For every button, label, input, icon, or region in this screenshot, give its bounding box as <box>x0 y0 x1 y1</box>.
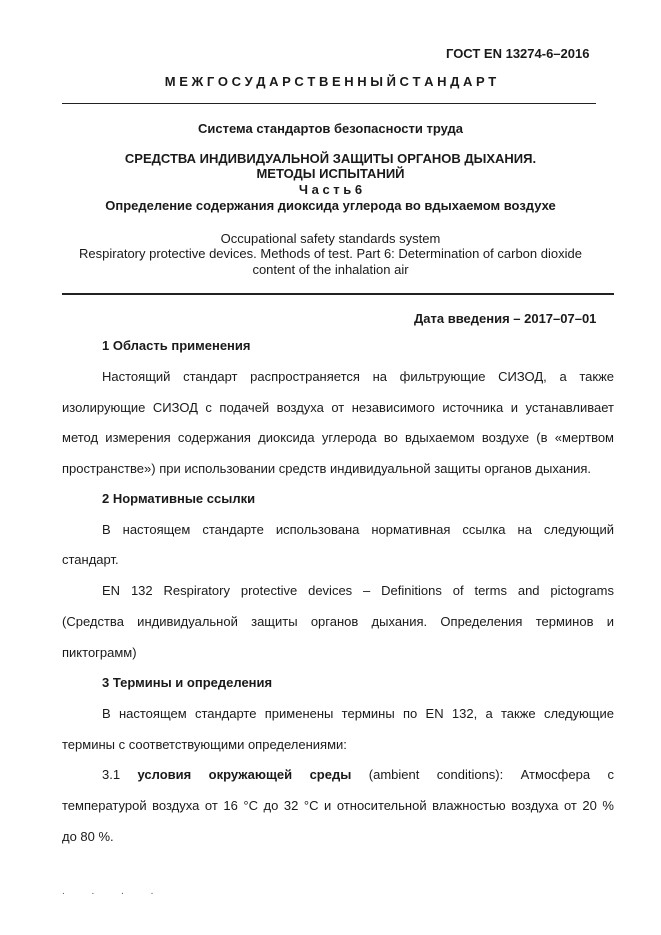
subtitle: Определение содержания диоксида углерода во вдыхаемом воздухе <box>105 198 556 213</box>
part-label: Ч а с т ь 6 <box>298 182 363 197</box>
system-title: Система стандартов безопасности труда <box>198 121 463 136</box>
english-title-line-1: Occupational safety standards system <box>220 231 441 246</box>
definition-text: (ambient conditions): Атмосфера с <box>368 767 614 782</box>
top-rule <box>62 103 596 104</box>
section-2-p1-line-1: В настоящем стандарте использована нормативная ссылка на следующий <box>102 522 614 537</box>
english-title-line-2: Respiratory protective devices. Methods of test. Part 6: Determination of carbon dioxide <box>79 246 582 261</box>
section-1-p1-line-1: Настоящий стандарт распространяется на фильтрующие СИЗОД, а также <box>102 369 614 384</box>
section-2-p1-line-2: стандарт. <box>62 552 119 567</box>
definition-3-1-line-1 <box>102 767 614 782</box>
introduction-date: Дата введения – 2017–07–01 <box>414 311 597 326</box>
main-title-line-2: МЕТОДЫ ИСПЫТАНИЙ <box>256 166 405 181</box>
title-bottom-rule <box>62 293 614 295</box>
section-1-p1-line-2: изолирующие СИЗОД с подачей воздуха от независимого источника и устанавливает <box>62 400 614 415</box>
footer-marks: . . . . <box>62 886 166 897</box>
section-1-heading: 1 Область применения <box>102 338 251 353</box>
standard-code: ГОСТ EN 13274-6–2016 <box>446 46 590 61</box>
section-1-p1-line-3: метод измерения содержания диоксида углерода во вдыхаемом воздухе (в «мертвом <box>62 430 614 445</box>
section-1-p1-line-4: пространстве») при использовании средств индивидуальной защиты органов дыхания. <box>62 461 592 476</box>
standard-type: М Е Ж Г О С У Д А Р С Т В Е Н Н Ы Й С Т А Н Д А Р Т <box>164 74 497 89</box>
english-title-line-3: content of the inhalation air <box>252 262 409 277</box>
section-2-heading: 2 Нормативные ссылки <box>102 491 256 506</box>
definition-term: условия окружающей среды <box>137 767 352 782</box>
definition-3-1-line-2: температурой воздуха от 16 °С до 32 °С и относительной влажностью воздуха от 20 % <box>62 798 614 813</box>
section-3-p1-line-1: В настоящем стандарте применены термины по EN 132, а также следующие <box>102 706 614 721</box>
section-3-p1-line-2: термины с соответствующими определениями: <box>62 737 347 752</box>
section-2-p2-line-1: EN 132 Respiratory protective devices – Definitions of terms and pictograms <box>102 583 614 598</box>
definition-3-1-line-3: до 80 %. <box>62 829 114 844</box>
section-3-heading: 3 Термины и определения <box>102 675 273 690</box>
section-2-p2-line-3: пиктограмм) <box>62 645 137 660</box>
main-title-line-1: СРЕДСТВА ИНДИВИДУАЛЬНОЙ ЗАЩИТЫ ОРГАНОВ ДЫХАНИЯ. <box>124 151 537 166</box>
section-2-p2-line-2: (Средства индивидуальной защиты органов дыхания. Определения терминов и <box>62 614 614 629</box>
definition-number: 3.1 <box>102 767 121 782</box>
